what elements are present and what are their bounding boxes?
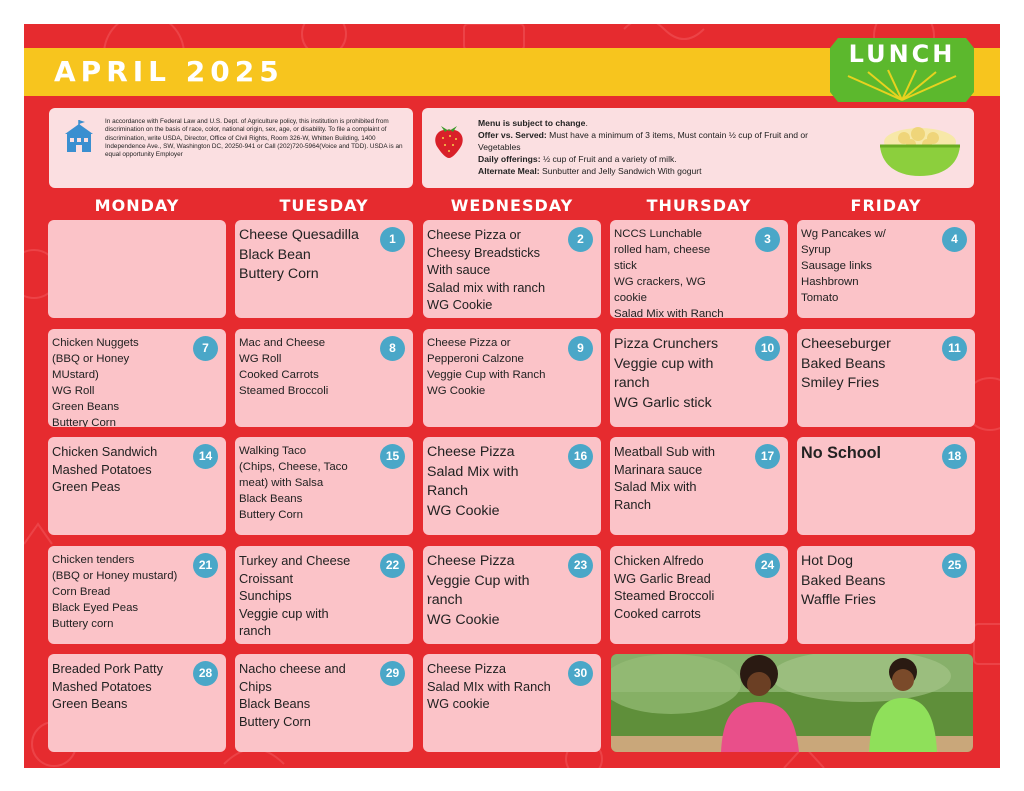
menu-items: Cheese Quesadilla Black Bean Buttery Corn (239, 227, 359, 283)
day-number: 15 (380, 444, 405, 469)
menu-items: Cheese Pizza Salad MIx with Ranch WG cookie (427, 661, 551, 712)
day-number: 7 (193, 336, 218, 361)
day-header-thursday: THURSDAY (646, 196, 752, 215)
day-number: 1 (380, 227, 405, 252)
menu-items: Breaded Pork Patty Mashed Potatoes Green Beans (52, 661, 163, 712)
menu-items: Cheese Pizza Veggie Cup with ranch WG Cookie (427, 553, 530, 628)
change-notice: Menu is subject to change (478, 118, 586, 128)
menu-items: Chicken Sandwich Mashed Potatoes Green Peas (52, 444, 158, 495)
day-header-monday: MONDAY (94, 196, 180, 215)
daily-text: ½ cup of Fruit and a variety of milk. (540, 154, 677, 164)
day-number: 16 (568, 444, 593, 469)
day-cell-14 (48, 437, 226, 535)
food-bowl-icon (878, 120, 962, 178)
day-number: 9 (568, 336, 593, 361)
day-number: 17 (755, 444, 780, 469)
day-cell-18 (797, 437, 975, 535)
day-number: 28 (193, 661, 218, 686)
menu-items: Wg Pancakes w/ Syrup Sausage links Hashbrown Tomato (801, 228, 886, 304)
strawberry-icon (430, 120, 468, 160)
day-number: 8 (380, 336, 405, 361)
offer-label: Offer vs. Served: (478, 130, 547, 140)
day-cell-3 (610, 220, 788, 318)
nondiscrimination-text: In accordance with Federal Law and U.S. Dept. of Agriculture policy, this institution is prohibited from discrimination on the basis of race, color, national origin, sex, age, or disability. To file a complaint of discrimination, write USDA, Director, Office of Civil Rights, Room 326-W, Whitten Building, 1400 Independence Ave., SW, Washington DC, 20250-941 or Call (202)720-5964(Voice and TDD). USDA is an equal opportunity Employer (105, 118, 403, 159)
menu-notes (478, 117, 848, 177)
day-cell-1 (235, 220, 413, 318)
alternate-text: Sunbutter and Jelly Sandwich With gogurt (539, 166, 702, 176)
menu-items: Turkey and Cheese Croissant Sunchips Veggie cup with ranch (239, 553, 351, 639)
menu-items: Mac and Cheese WG Roll Cooked Carrots Steamed Broccoli (239, 337, 329, 397)
lunch-badge (828, 32, 976, 102)
day-number: 21 (193, 553, 218, 578)
menu-items: Chicken Nuggets (BBQ or Honey MUstard) WG Roll Green Beans Buttery Corn (52, 337, 139, 427)
day-number: 30 (568, 661, 593, 686)
day-cell-28 (48, 654, 226, 752)
menu-items: Cheese Pizza or Cheesy Breadsticks With sauce Salad mix with ranch WG Cookie (427, 227, 546, 313)
menu-items: Cheese Pizza Salad Mix with Ranch WG Cookie (427, 444, 519, 519)
day-cell-8 (235, 329, 413, 427)
day-number: 4 (942, 227, 967, 252)
day-number: 29 (380, 661, 405, 686)
day-cell-24 (610, 546, 788, 644)
day-cell-25 (797, 546, 975, 644)
menu-items: Pizza Crunchers Veggie cup with ranch WG Garlic stick (614, 336, 719, 411)
nondiscrimination-panel (49, 108, 413, 188)
kids-eating-photo (611, 654, 973, 752)
day-cell-2 (423, 220, 601, 318)
day-cell-11 (797, 329, 975, 427)
menu-items: Meatball Sub with Marinara sauce Salad Mix with Ranch (614, 444, 716, 512)
day-cell-9 (423, 329, 601, 427)
day-header-friday: FRIDAY (850, 196, 922, 215)
menu-items: Nacho cheese and Chips Black Beans Buttery Corn (239, 661, 346, 729)
day-cell-30 (423, 654, 601, 752)
school-icon (61, 120, 97, 156)
day-cell-empty (48, 220, 226, 318)
menu-items: No School (801, 444, 882, 462)
alternate-label: Alternate Meal: (478, 166, 540, 176)
day-number: 18 (942, 444, 967, 469)
day-number: 2 (568, 227, 593, 252)
day-cell-17 (610, 437, 788, 535)
menu-items: Chicken Alfredo WG Garlic Bread Steamed Broccoli Cooked carrots (614, 553, 715, 621)
menu-items: Hot Dog Baked Beans Waffle Fries (801, 553, 886, 609)
day-cell-21 (48, 546, 226, 644)
day-cell-23 (423, 546, 601, 644)
photo-illustration (611, 654, 973, 752)
day-cell-16 (423, 437, 601, 535)
change-notice-end: . (585, 118, 588, 128)
day-header-wednesday: WEDNESDAY (450, 196, 574, 215)
day-number: 14 (193, 444, 218, 469)
day-cell-29 (235, 654, 413, 752)
daily-label: Daily offerings: (478, 154, 541, 164)
menu-items: Chicken tenders (BBQ or Honey mustard) Corn Bread Black Eyed Peas Buttery corn (52, 554, 178, 630)
day-number: 22 (380, 553, 405, 578)
day-header-tuesday: TUESDAY (279, 196, 369, 215)
menu-poster (24, 24, 1000, 768)
menu-items: Cheeseburger Baked Beans Smiley Fries (801, 336, 891, 392)
day-number: 25 (942, 553, 967, 578)
offer-text: Must have a minimum of 3 items, Must contain ½ cup of Fruit and or Vegetables (478, 130, 809, 152)
month-title: APRIL 2025 (54, 55, 284, 88)
menu-notes-panel (422, 108, 974, 188)
day-cell-22 (235, 546, 413, 644)
day-number: 24 (755, 553, 780, 578)
day-cell-7 (48, 329, 226, 427)
day-cell-10 (610, 329, 788, 427)
menu-items: Walking Taco (Chips, Cheese, Taco meat) with Salsa Black Beans Buttery Corn (239, 445, 348, 521)
day-cell-15 (235, 437, 413, 535)
day-number: 23 (568, 553, 593, 578)
menu-items: NCCS Lunchable rolled ham, cheese stick WG crackers, WG cookie Salad Mix with Ranch (614, 228, 724, 318)
day-number: 11 (942, 336, 967, 361)
lunch-label: LUNCH (848, 40, 956, 68)
day-number: 10 (755, 336, 780, 361)
day-cell-4 (797, 220, 975, 318)
menu-items: Cheese Pizza or Pepperoni Calzone Veggie Cup with Ranch WG Cookie (427, 337, 546, 397)
day-number: 3 (755, 227, 780, 252)
